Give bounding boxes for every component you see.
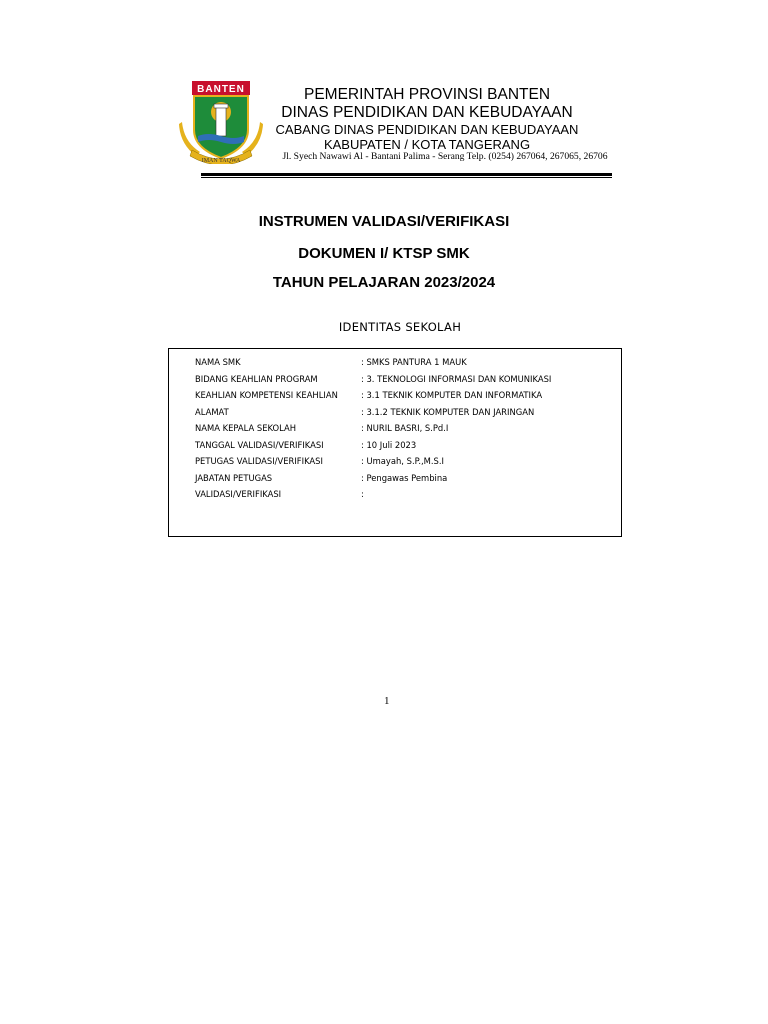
logo-motto-text: IMAN TAQWA [201, 158, 241, 164]
document-subtitle: DOKUMEN I/ KTSP SMK [298, 245, 470, 262]
identity-value: : 3.1.2 TEKNIK KOMPUTER DAN JARINGAN [361, 406, 535, 417]
identity-value: : Umayah, S.P.,M.S.I [361, 456, 445, 466]
identity-label: BIDANG KEAHLIAN PROGRAM [195, 373, 318, 384]
identity-value: : [361, 489, 364, 499]
letterhead-address: Jl. Syech Nawawi Al - Bantani Palima - Serang Telp. (0254) 267064, 267065, 26706 [282, 151, 608, 162]
identity-label: TANGGAL VALIDASI/VERIFIKASI [195, 439, 324, 450]
identity-label: VALIDASI/VERIFIKASI [195, 489, 282, 499]
letterhead-rule-thin [201, 177, 612, 178]
document-title: INSTRUMEN VALIDASI/VERIFIKASI [258, 213, 510, 230]
identity-value: : 3.1 TEKNIK KOMPUTER DAN INFORMATIKA [361, 390, 543, 400]
page-number: 1 [384, 695, 390, 707]
identity-value: : NURIL BASRI, S.Pd.I [361, 423, 449, 433]
identity-value: : Pengawas Pembina [361, 472, 448, 483]
identity-label: ALAMAT [195, 406, 229, 417]
letterhead [262, 86, 592, 152]
identity-label: NAMA KEPALA SEKOLAH [195, 423, 297, 433]
letterhead-region: KABUPATEN / KOTA TANGERANG [323, 137, 531, 152]
identity-label: JABATAN PETUGAS [195, 472, 273, 483]
letterhead-department: DINAS PENDIDIKAN DAN KEBUDAYAAN [281, 104, 573, 121]
logo-banten-text: BANTEN [197, 84, 245, 95]
identity-value: : 3. TEKNOLOGI INFORMASI DAN KOMUNIKASI [361, 373, 552, 384]
academic-year-title: TAHUN PELAJARAN 2023/2024 [272, 274, 496, 291]
identity-section-heading: IDENTITAS SEKOLAH [338, 320, 462, 334]
identity-label: KEAHLIAN KOMPETENSI KEAHLIAN [195, 390, 338, 400]
identity-label: NAMA SMK [195, 357, 241, 367]
identity-value: : 10 Juli 2023 [361, 439, 417, 450]
identity-label: PETUGAS VALIDASI/VERIFIKASI [195, 456, 323, 466]
letterhead-branch: CABANG DINAS PENDIDIKAN DAN KEBUDAYAAN [275, 122, 579, 137]
identity-value: : SMKS PANTURA 1 MAUK [361, 357, 467, 367]
letterhead-rule-thick [201, 173, 612, 176]
letterhead-province: PEMERINTAH PROVINSI BANTEN [303, 86, 551, 103]
